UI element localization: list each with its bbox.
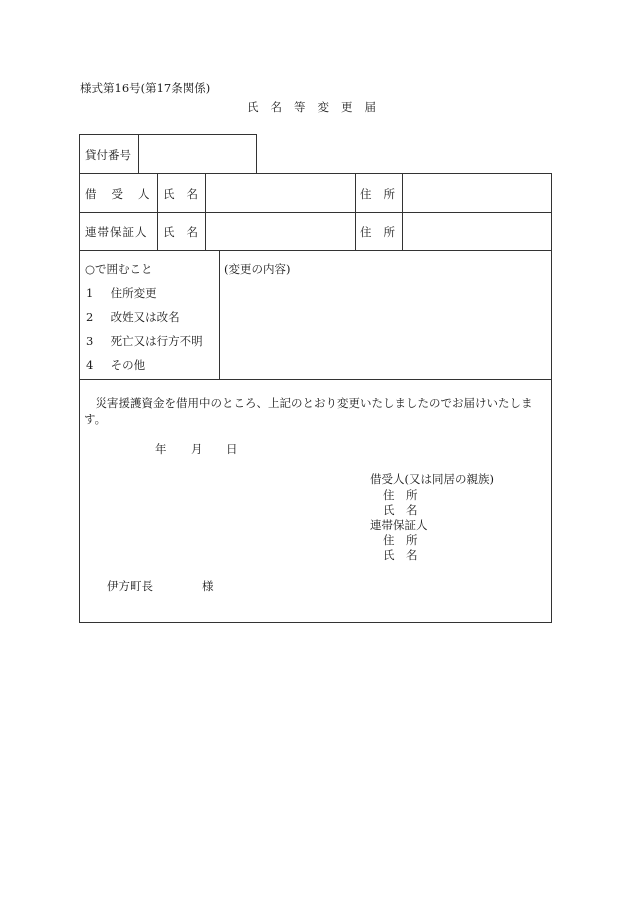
signature-guarantor-label: 連帯保証人 [370,518,428,532]
change-details-label: (変更の内容) [224,262,291,276]
guarantor-name-label: 氏名 [163,225,210,239]
guarantor-address-field[interactable] [406,218,548,244]
date-year-label: 年 [155,442,167,456]
change-type-label: その他 [110,358,146,372]
change-details-field[interactable] [224,280,548,374]
change-type-number: 1 [86,286,94,300]
loan-number-label: 貸付番号 [85,148,131,162]
borrower-name-label: 氏名 [163,187,210,201]
borrower-name-field[interactable] [209,180,351,206]
change-type-item[interactable] [86,357,145,373]
signature-guarantor-address-label: 住 所 [383,533,418,547]
change-type-item[interactable] [86,333,203,349]
guarantor-address-label: 住所 [360,225,407,239]
change-type-label: 死亡又は行方不明 [110,334,203,348]
change-type-number: 3 [86,334,94,348]
signature-address-label: 住 所 [383,488,418,502]
borrower-address-field[interactable] [406,180,548,206]
guarantor-name-field[interactable] [209,218,351,244]
change-type-item[interactable] [86,285,157,301]
form-number: 様式第16号(第17条関係) [80,81,211,95]
signature-guarantor-name-label: 氏 名 [383,548,418,562]
change-type-item[interactable] [86,309,180,325]
date-day-label: 日 [226,442,238,456]
signature-name-label: 氏 名 [383,503,418,517]
signature-borrower-label: 借受人(又は同居の親族) [370,472,494,486]
change-type-label: 改姓又は改名 [110,310,180,324]
borrower-address-label: 住所 [360,187,407,201]
date-month-label: 月 [191,442,203,456]
borrower-label: 借受人 [85,187,165,201]
document-title: 氏名等変更届 [247,100,388,114]
change-type-number: 2 [86,310,94,324]
guarantor-label: 連帯保証人 [85,225,148,239]
addressee: 伊方町長 [107,579,153,593]
change-types-instruction: ○で囲むこと [85,262,153,276]
change-type-number: 4 [86,358,94,372]
change-type-label: 住所変更 [110,286,157,300]
addressee-honorific: 様 [202,579,214,593]
loan-number-field[interactable] [142,141,252,167]
declaration-text: 災害援護資金を借用中のところ、上記のとおり変更いたしましたのでお届けいたします。 [84,396,533,426]
